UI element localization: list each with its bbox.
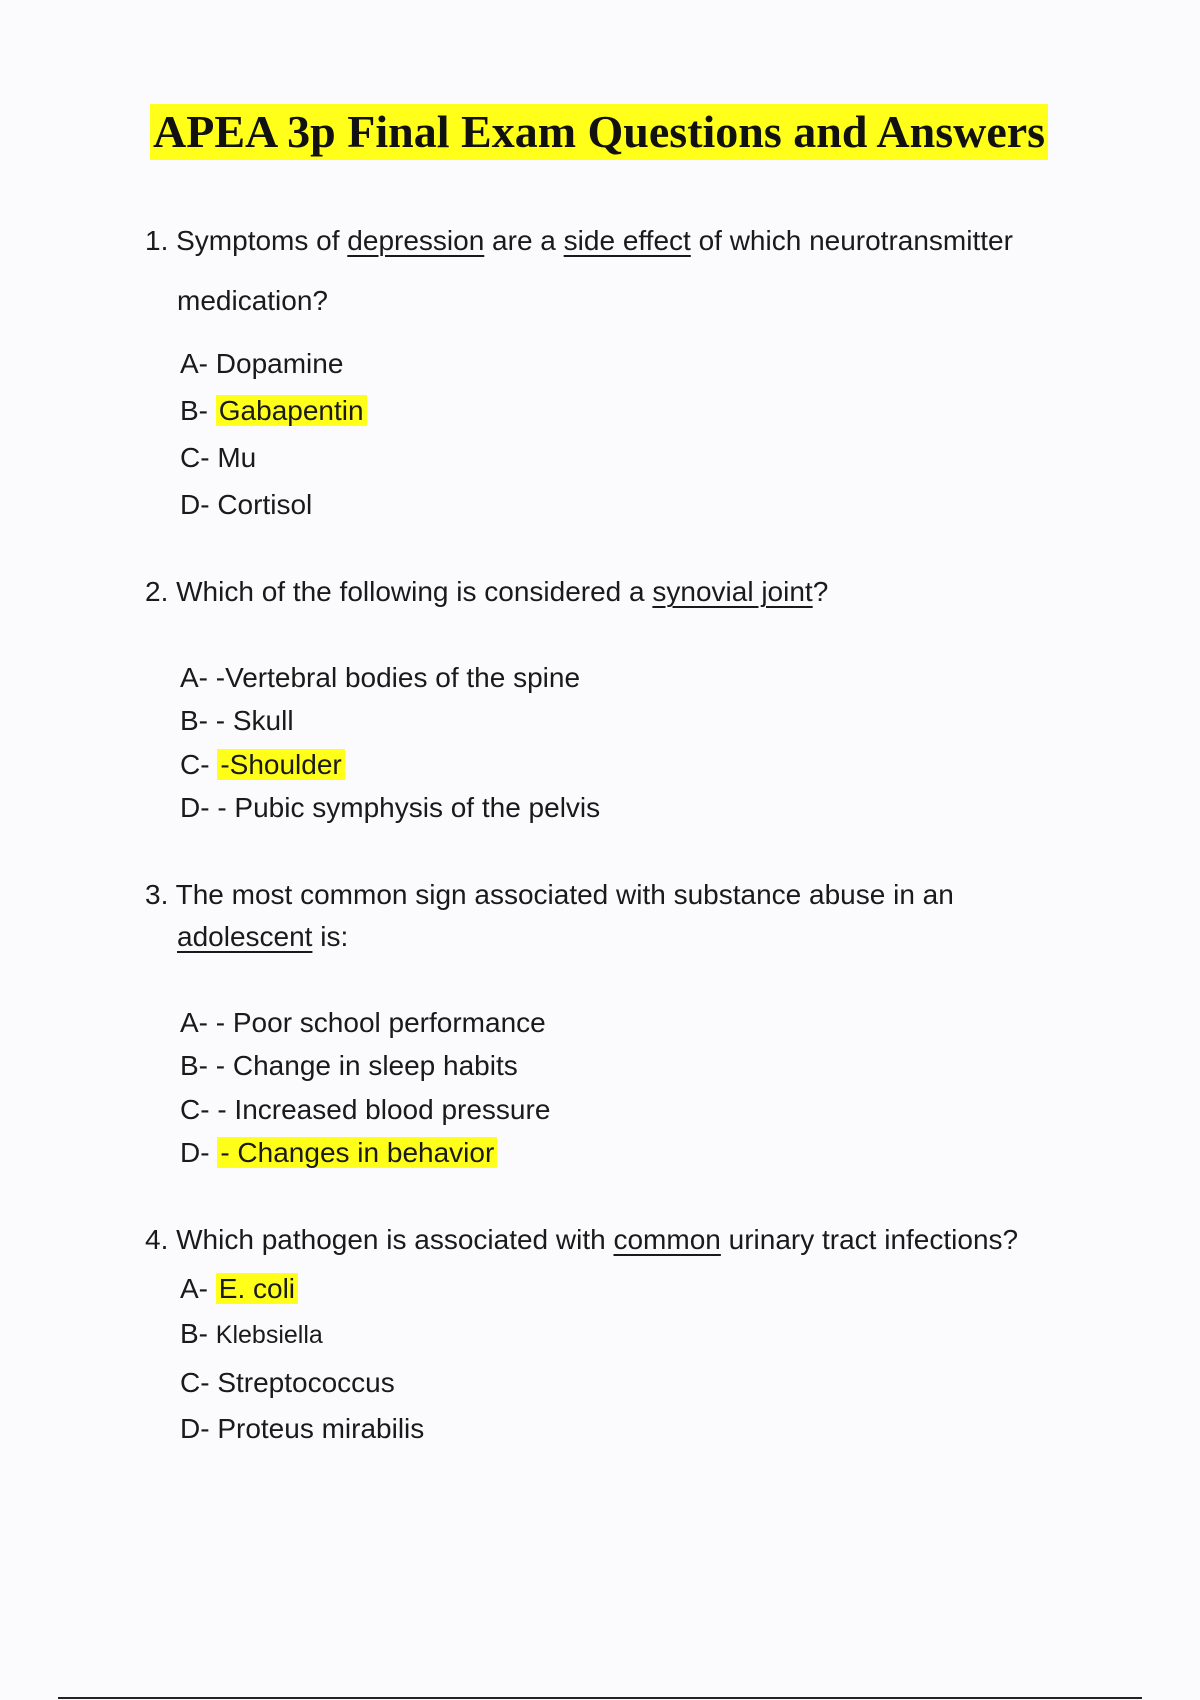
option-prefix: D- xyxy=(180,792,218,823)
option-text: - Pubic symphysis of the pelvis xyxy=(217,792,601,823)
option-prefix: C- xyxy=(180,749,218,780)
question-4-option-a xyxy=(180,1271,298,1307)
question-2-option-b xyxy=(180,703,294,739)
question-1-option-b xyxy=(180,393,367,429)
option-prefix: D- xyxy=(180,489,218,520)
option-text: -Vertebral bodies of the spine xyxy=(215,662,581,693)
title-container xyxy=(150,104,1090,160)
option-prefix: A- xyxy=(180,1007,216,1038)
question-2-option-a xyxy=(180,660,580,696)
question-1-option-a xyxy=(180,346,343,382)
question-4-option-c xyxy=(180,1365,395,1401)
question-1-option-c xyxy=(180,440,256,476)
correct-answer-highlight: Gabapentin xyxy=(216,395,367,426)
question-3-option-c xyxy=(180,1092,550,1128)
question-text: ? xyxy=(812,576,829,607)
question-3-line-1: 3. The most common sign associated with substance abuse in an xyxy=(145,879,954,910)
correct-answer-highlight: E. coli xyxy=(216,1273,298,1304)
question-text: 2. Which of the following is considered a xyxy=(145,576,653,607)
option-text: - Increased blood pressure xyxy=(217,1094,551,1125)
underlined-term: side effect xyxy=(563,225,691,256)
document-title: APEA 3p Final Exam Questions and Answers xyxy=(150,104,1048,160)
question-3-option-a xyxy=(180,1005,546,1041)
question-4-option-d xyxy=(180,1411,424,1447)
question-3-option-d xyxy=(180,1135,497,1171)
question-2-line-1 xyxy=(145,575,1105,609)
option-prefix: C- xyxy=(180,442,218,473)
question-3-line-2 xyxy=(145,920,1105,954)
question-4-line-1 xyxy=(145,1223,1105,1257)
question-3-option-b xyxy=(180,1048,518,1084)
question-2 xyxy=(145,575,1105,609)
option-prefix: D- xyxy=(180,1413,218,1444)
option-text: - Change in sleep habits xyxy=(215,1050,518,1081)
question-1 xyxy=(145,224,1105,318)
question-4-option-b xyxy=(180,1316,323,1353)
question-1-option-d xyxy=(180,487,312,523)
underlined-term: adolescent xyxy=(177,921,313,952)
underlined-term: synovial joint xyxy=(652,576,813,607)
option-prefix: B- xyxy=(180,395,216,426)
option-prefix: C- xyxy=(180,1094,218,1125)
option-text: - Poor school performance xyxy=(215,1007,546,1038)
question-text: 4. Which pathogen is associated with xyxy=(145,1224,614,1255)
question-text: 1. Symptoms of xyxy=(145,225,348,256)
option-text: Cortisol xyxy=(217,489,313,520)
footer-divider xyxy=(58,1697,1142,1699)
option-text: Dopamine xyxy=(215,348,344,379)
correct-answer-highlight: -Shoulder xyxy=(217,749,344,780)
option-prefix: A- xyxy=(180,348,216,379)
question-text: of which neurotransmitter xyxy=(690,225,1013,256)
option-text: Klebsiella xyxy=(215,1321,323,1349)
question-2-option-d xyxy=(180,790,600,826)
option-text: Mu xyxy=(217,442,257,473)
question-3 xyxy=(145,878,1105,954)
question-2-option-c xyxy=(180,747,345,783)
question-text: is: xyxy=(312,921,349,952)
option-prefix: A- xyxy=(180,662,216,693)
underlined-term: common xyxy=(613,1224,721,1255)
option-text: - Skull xyxy=(215,705,294,736)
question-1-line-2: medication? xyxy=(177,285,328,316)
option-prefix: A- xyxy=(180,1273,216,1304)
question-text: urinary tract infections? xyxy=(720,1224,1019,1255)
option-prefix: C- xyxy=(180,1367,218,1398)
option-prefix: B- xyxy=(180,705,216,736)
option-text: Proteus mirabilis xyxy=(217,1413,425,1444)
option-prefix: B- xyxy=(180,1318,216,1349)
option-prefix: B- xyxy=(180,1050,216,1081)
correct-answer-highlight: - Changes in behavior xyxy=(217,1137,497,1168)
question-1-line-1 xyxy=(145,224,1105,258)
option-prefix: D- xyxy=(180,1137,218,1168)
option-text: Streptococcus xyxy=(217,1367,395,1398)
underlined-term: depression xyxy=(347,225,485,256)
question-text: are a xyxy=(484,225,564,256)
question-4 xyxy=(145,1223,1105,1257)
